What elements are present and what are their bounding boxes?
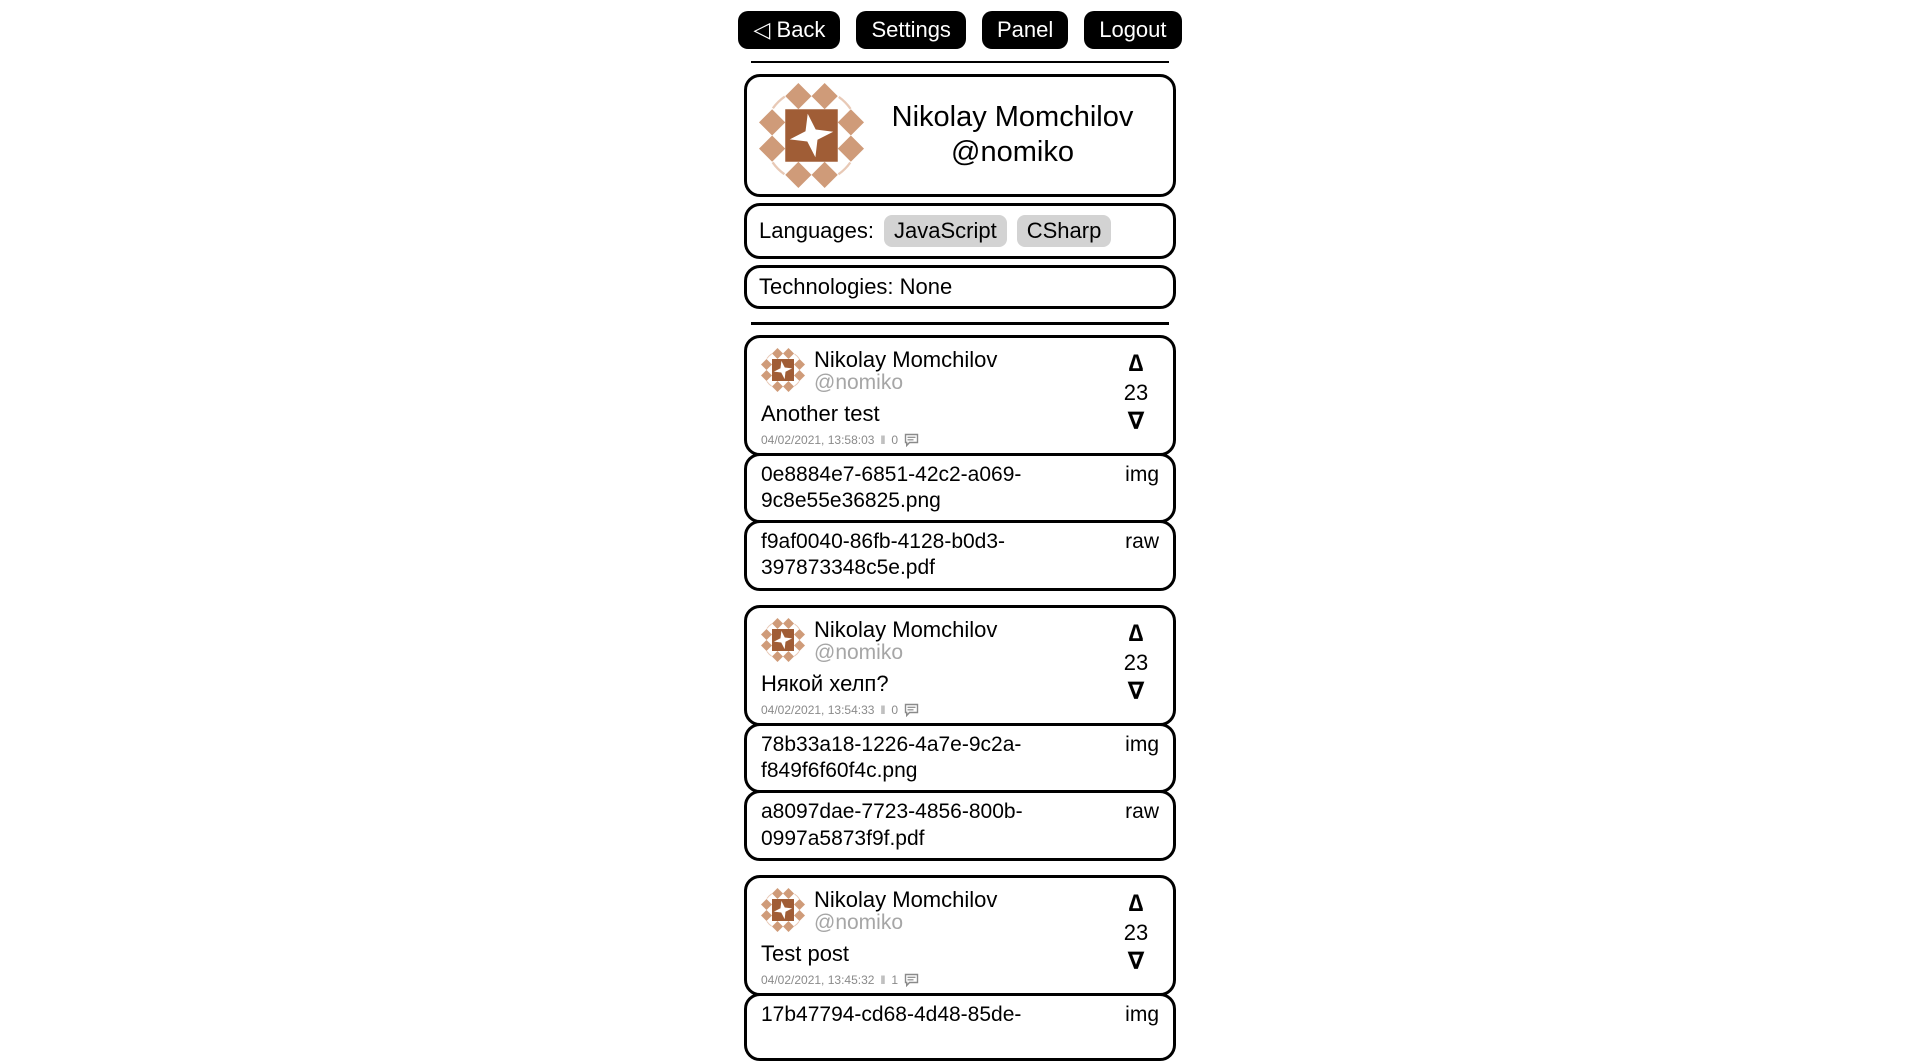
post-meta [761, 433, 1113, 447]
post-body [761, 348, 1113, 447]
post-avatar [761, 348, 805, 394]
attachment-type: img [1125, 732, 1159, 758]
post-title[interactable]: Test post [761, 941, 1113, 967]
post-header[interactable] [744, 335, 1176, 456]
post-author-handle: @nomiko [814, 371, 997, 394]
comment-count: 1 [891, 973, 898, 987]
content-column [744, 74, 1176, 1061]
attachment-filename[interactable]: 78b33a18-1226-4a7e-9c2a-f849f6f60f4c.png [761, 732, 1117, 785]
language-tag-javascript: JavaScript [884, 215, 1007, 247]
post-timestamp: 04/02/2021, 13:58:03 [761, 433, 874, 447]
post-avatar [761, 888, 805, 934]
comment-icon [904, 703, 919, 717]
attachment-row[interactable] [744, 993, 1176, 1061]
profile-names [864, 100, 1161, 170]
vote-column [1113, 348, 1163, 447]
post-meta [761, 703, 1113, 717]
post-author-row [761, 888, 1113, 934]
post-score: 23 [1124, 650, 1148, 676]
meta-separator: ‖ [880, 973, 885, 987]
upvote-button[interactable]: ∆ [1129, 622, 1144, 646]
toolbar [0, 0, 1920, 49]
comment-icon [904, 433, 919, 447]
logout-button[interactable]: Logout [1084, 11, 1181, 49]
post-score: 23 [1124, 920, 1148, 946]
attachment-type: raw [1125, 799, 1159, 825]
attachment-filename[interactable]: a8097dae-7723-4856-800b-0997a5873f9f.pdf [761, 799, 1117, 852]
vote-column [1113, 888, 1163, 987]
attachment-type: img [1125, 462, 1159, 488]
post-author-name: Nikolay Momchilov [814, 888, 997, 911]
attachment-row[interactable] [744, 453, 1176, 524]
post-3 [744, 875, 1176, 1061]
upvote-button[interactable]: ∆ [1129, 352, 1144, 376]
post-score: 23 [1124, 380, 1148, 406]
attachment-row[interactable] [744, 723, 1176, 794]
post-avatar [761, 618, 805, 664]
profile-handle: @nomiko [864, 135, 1161, 170]
comment-count: 0 [891, 433, 898, 447]
language-tag-csharp: CSharp [1017, 215, 1112, 247]
posts-divider [751, 322, 1169, 325]
post-2 [744, 605, 1176, 861]
profile-name: Nikolay Momchilov [864, 100, 1161, 135]
post-title[interactable]: Another test [761, 401, 1113, 427]
post-timestamp: 04/02/2021, 13:45:32 [761, 973, 874, 987]
vote-column [1113, 618, 1163, 717]
post-body [761, 888, 1113, 987]
post-meta [761, 973, 1113, 987]
post-author-row [761, 618, 1113, 664]
attachment-type: raw [1125, 529, 1159, 555]
meta-separator: ‖ [880, 703, 885, 717]
post-1 [744, 335, 1176, 591]
languages-card [744, 203, 1176, 259]
post-author-row [761, 348, 1113, 394]
post-header[interactable] [744, 605, 1176, 726]
back-button[interactable]: ◁ Back [738, 11, 840, 49]
post-author-handle: @nomiko [814, 641, 997, 664]
post-title[interactable]: Някой хелп? [761, 671, 1113, 697]
languages-label: Languages: [759, 218, 874, 244]
attachment-row[interactable] [744, 790, 1176, 861]
panel-button[interactable]: Panel [982, 11, 1068, 49]
comment-count: 0 [891, 703, 898, 717]
settings-button[interactable]: Settings [856, 11, 966, 49]
post-header[interactable] [744, 875, 1176, 996]
attachment-row[interactable] [744, 520, 1176, 591]
attachment-type: img [1125, 1002, 1159, 1028]
comment-icon [904, 973, 919, 987]
post-body [761, 618, 1113, 717]
attachment-filename[interactable]: 17b47794-cd68-4d48-85de- [761, 1002, 1117, 1028]
post-timestamp: 04/02/2021, 13:54:33 [761, 703, 874, 717]
attachment-filename[interactable]: f9af0040-86fb-4128-b0d3-397873348c5e.pdf [761, 529, 1117, 582]
attachment-filename[interactable]: 0e8884e7-6851-42c2-a069-9c8e55e36825.png [761, 462, 1117, 515]
downvote-button[interactable]: ∇ [1128, 950, 1145, 974]
profile-card [744, 74, 1176, 197]
upvote-button[interactable]: ∆ [1129, 892, 1144, 916]
post-author-name: Nikolay Momchilov [814, 618, 997, 641]
downvote-button[interactable]: ∇ [1128, 410, 1145, 434]
profile-avatar [759, 83, 864, 188]
technologies-card [744, 265, 1176, 309]
meta-separator: ‖ [880, 433, 885, 447]
downvote-button[interactable]: ∇ [1128, 680, 1145, 704]
technologies-label: Technologies: None [759, 274, 952, 300]
toolbar-divider [751, 61, 1169, 63]
post-author-name: Nikolay Momchilov [814, 348, 997, 371]
post-author-handle: @nomiko [814, 911, 997, 934]
